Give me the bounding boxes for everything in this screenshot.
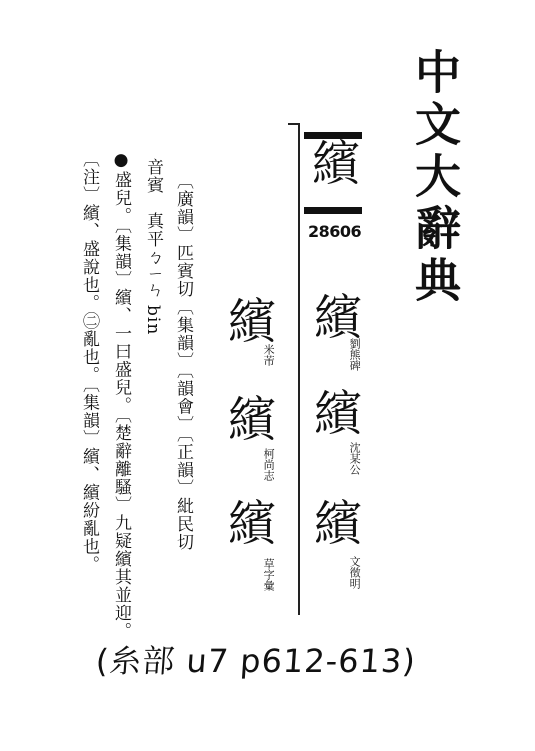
definition-column: 〔廣韻〕匹賓切〔集韻〕〔韻會〕〔正韻〕紕民切 [173, 172, 193, 551]
definition-column: 〔注〕繽、盛說也。㊁亂也。〔集韻〕繽、繽紛亂也。 [79, 150, 99, 574]
calligraphy-glyph: 繽 [228, 392, 277, 448]
calligraphy-glyph: 繽 [314, 496, 363, 552]
calligraphy-glyph: 繽 [314, 386, 363, 442]
calligraphy-source: 文徵明 [348, 556, 362, 589]
calligraphy-source: 米芾 [262, 344, 276, 366]
divider-tick [288, 123, 300, 125]
calligraphy-source: 柯尚志 [262, 448, 276, 481]
definition-column: 音賓 真平ㄅㄧㄣ bin [143, 158, 163, 336]
calligraphy-glyph: 繽 [228, 294, 277, 350]
calligraphy-source: 沈某公 [348, 442, 362, 475]
calligraphy-source: 草字彙 [262, 558, 276, 591]
column-divider [298, 125, 300, 615]
entry-code: 28606 [308, 222, 362, 241]
calligraphy-glyph: 繽 [314, 290, 363, 346]
headword-char: 繽 [312, 136, 361, 192]
handwritten-note: (糸部 u7 p612-613) [94, 642, 418, 680]
calligraphy-glyph: 繽 [228, 496, 277, 552]
dictionary-title: 中文大辭典 [408, 48, 462, 308]
definition-column: ●盛兒。〔集韻〕繽、一曰盛兒。〔楚辭離騷〕九疑繽其並迎。 [111, 150, 131, 640]
calligraphy-source: 劉熊碑 [348, 338, 362, 371]
